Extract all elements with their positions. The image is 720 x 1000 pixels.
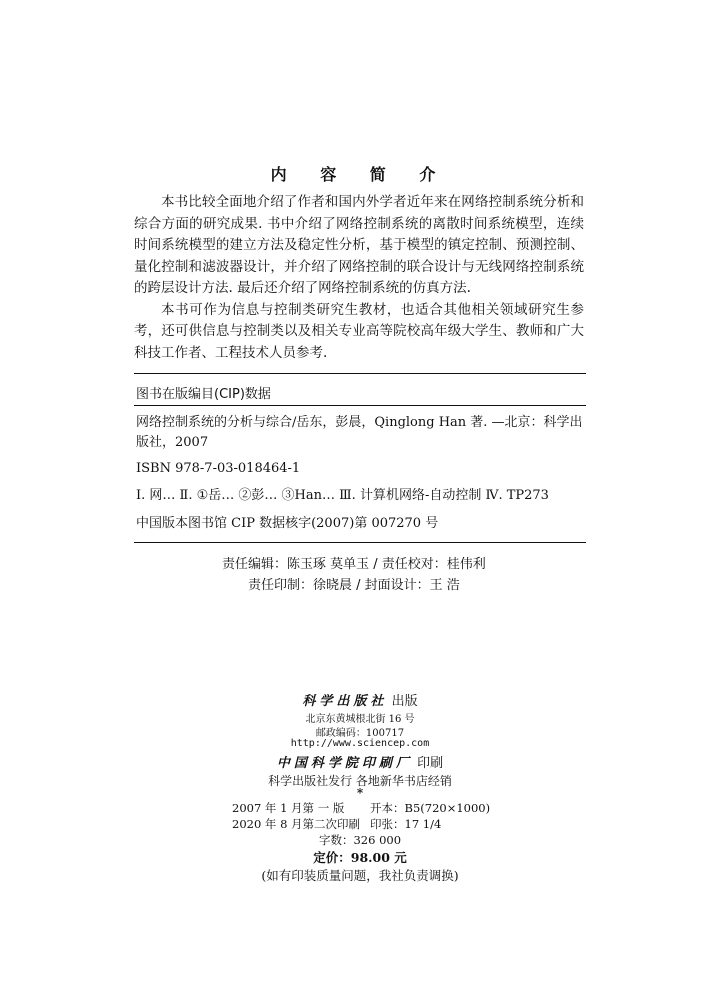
cip-entry	[136, 413, 584, 453]
publisher-logo-text: 科学出版社	[302, 694, 388, 709]
publisher-address: 北京东黄城根北街 16 号	[305, 714, 415, 725]
edition-reprint: 2020 年 8 月第二次印刷	[232, 817, 361, 831]
intro-body	[134, 192, 584, 364]
cip-line-1: 网络控制系统的分析与综合/岳东，彭晨，Qinglong Han 著. —北京：科学出	[136, 415, 583, 430]
edition-format: 开本：B5(720×1000)	[370, 801, 491, 815]
intro-paragraph-1: 本书比较全面地介绍了作者和国内外学者近年来在网络控制系统分析和综合方面的研究成果. 书中介绍了网络控制系统的离散时间系统模型，连续时间系统模型的建立方法及稳定性分析，基于模型的镇定控制、预测控制、量化控制和滤波器设计，并介绍了网络控制的联合设计与无线网络控制系统的跨层设计方法. 最后还介绍了网络控制系统的仿真方法.	[134, 194, 584, 296]
edition-price: 定价：98.00 元	[313, 850, 407, 865]
cip-isbn: ISBN 978-7-03-018464-1	[136, 461, 301, 476]
cip-record-number: 中国版本图书馆 CIP 数据核字(2007)第 007270 号	[136, 516, 439, 531]
credits-editors: 责任编辑：陈玉琢 莫单玉 / 责任校对：桂伟利	[222, 557, 486, 572]
publisher-website: http://www.sciencep.com	[290, 738, 430, 749]
distribution-line: 科学出版社发行 各地新华书店经销	[268, 774, 452, 788]
cip-heading: 图书在版编目(CIP)数据	[136, 387, 271, 402]
publisher-postcode: 邮政编码：100717	[315, 728, 405, 739]
cip-heading-rule	[134, 405, 586, 406]
printer-line	[0, 752, 720, 771]
publisher-line	[0, 690, 720, 709]
printer-logo-text: 中国科学院印刷厂	[276, 756, 413, 771]
cip-line-2: 版社，2007	[136, 435, 209, 450]
printer-suffix: 印刷	[417, 756, 444, 771]
edition-first: 2007 年 1 月第 一 版	[232, 801, 345, 815]
publisher-suffix: 出版	[391, 694, 418, 709]
cip-top-rule	[134, 373, 586, 374]
intro-paragraph-2: 本书可作为信息与控制类研究生教材，也适合其他相关领域研究生参考，还可供信息与控制类以及相关专业高等院校高年级大学生、教师和广大科技工作者、工程技术人员参考.	[134, 301, 584, 361]
intro-title: 内 容 简 介	[270, 165, 450, 184]
edition-sheets: 印张：17 1/4	[370, 817, 442, 831]
edition-word-count: 字数：326 000	[318, 833, 402, 847]
cip-bottom-rule	[134, 542, 586, 543]
edition-note: (如有印装质量问题，我社负责调换)	[261, 868, 459, 883]
separator-star: *	[356, 786, 364, 800]
cip-classification: Ⅰ. 网… Ⅱ. ①岳… ②彭… ③Han… Ⅲ. 计算机网络-自动控制 Ⅳ. TP273	[136, 488, 549, 503]
credits-production: 责任印制：徐晓晨 / 封面设计：王 浩	[248, 578, 460, 593]
